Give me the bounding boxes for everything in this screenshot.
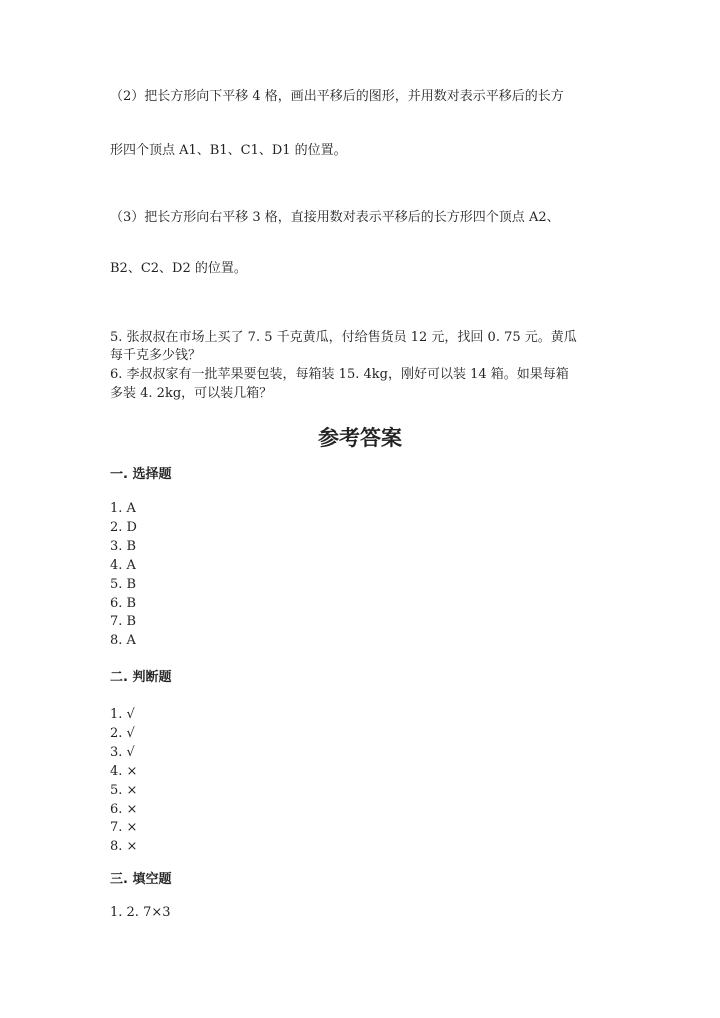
section-1-heading: 一. 选择题 [110,467,172,482]
question-5-text-cont: 每千克多少钱？ [110,348,202,363]
question-6-text-cont: 多装 4. 2kg，可以装几箱？ [110,386,273,401]
question-5-text: 5. 张叔叔在市场上买了 7. 5 千克黄瓜，付给售货员 12 元，找回 0. 75 元。黄瓜 [110,330,577,345]
answer-item: 3. B [110,538,137,554]
answer-item: 2. √ [110,725,135,741]
question-2-text: （2）把长方形向下平移 4 格，画出平移后的图形，并用数对表示平移后的长方 [110,89,564,104]
answer-item: 1. √ [110,707,135,722]
answer-item: 5. × [110,782,138,798]
answer-item: 8. × [110,839,138,855]
question-2-text-cont: 形四个顶点 A1、B1、C1、D1 的位置。 [110,143,347,158]
answer-item: 4. × [110,763,138,779]
answer-item: 5. B [110,576,137,592]
answer-item: 2. D [110,519,137,535]
answer-item: 7. × [110,820,138,836]
question-3-text-cont: B2、C2、D2 的位置。 [110,261,247,276]
answer-item: 4. A [110,557,136,573]
answers-title: 参考答案 [318,426,402,450]
question-3-text: （3）把长方形向右平移 3 格，直接用数对表示平移后的长方形四个顶点 A2、 [110,210,560,225]
answer-item: 7. B [110,614,137,630]
section-3-heading: 三. 填空题 [110,872,172,887]
answer-item: 8. A [110,633,136,649]
answer-item: 1. A [110,501,136,516]
section-2-heading: 二. 判断题 [110,670,172,685]
answer-item: 6. B [110,595,137,611]
answer-item: 3. √ [110,744,135,760]
answer-item: 6. × [110,801,138,817]
answer-item: 1. 2. 7×3 [110,905,171,920]
question-6-text: 6. 李叔叔家有一批苹果要包装，每箱装 15. 4kg，刚好可以装 14 箱。如果每箱 [110,367,569,382]
